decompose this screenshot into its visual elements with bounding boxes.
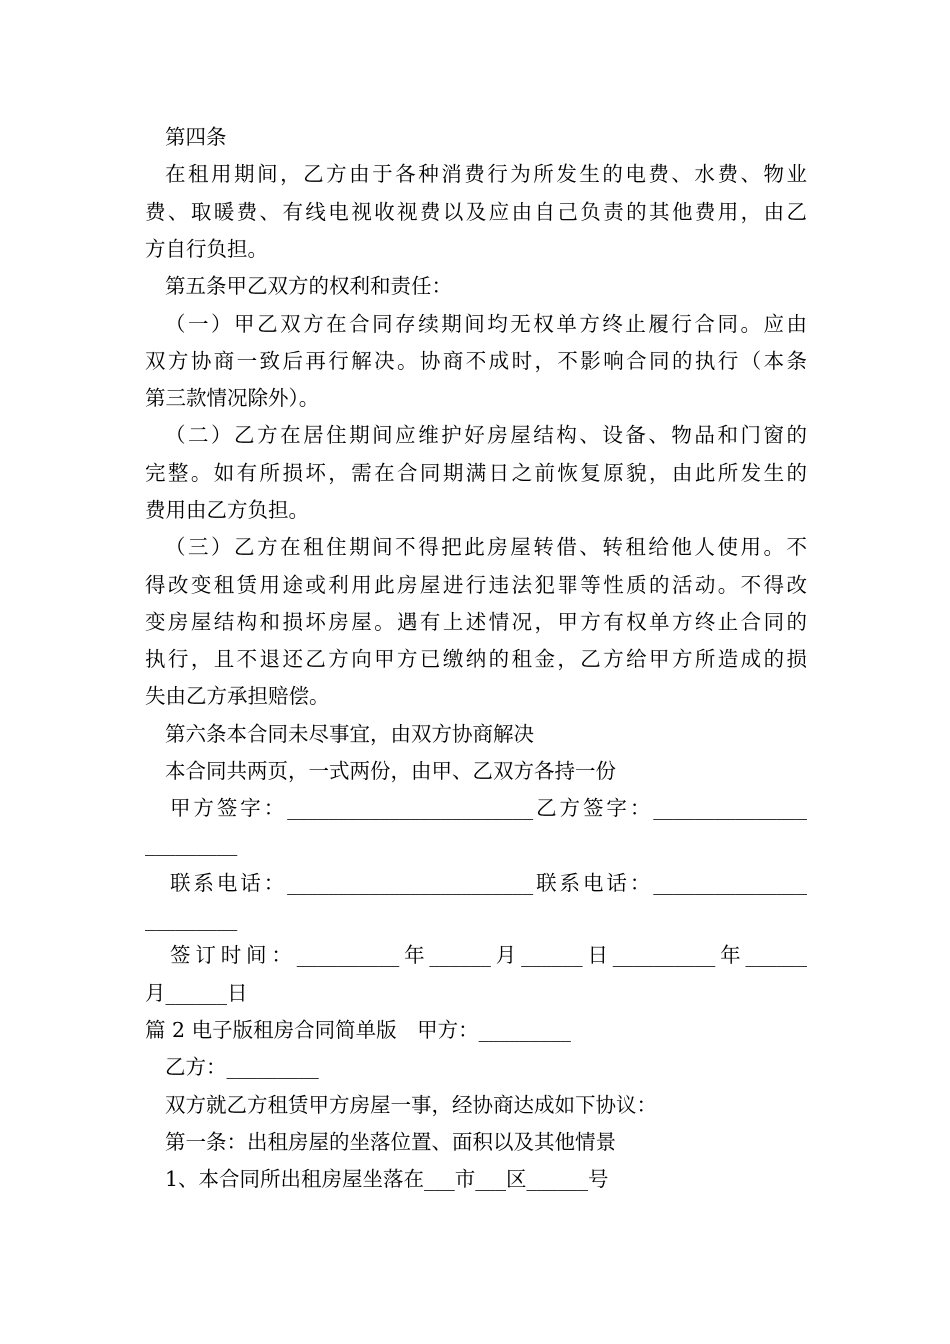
paragraph-line: （二）乙方在居住期间应维护好房屋结构、设备、物品和门窗的 (165, 423, 807, 447)
paragraph-line: 本合同共两页，一式两份，由甲、乙双方各持一份 (165, 759, 616, 783)
paragraph-line: 失由乙方承担赔偿。 (145, 684, 330, 708)
signature-line-continued: _________ (145, 832, 238, 856)
article-1-heading: 第一条：出租房屋的坐落位置、面积以及其他情景 (165, 1130, 616, 1154)
sign-date-line-continued: 月______日 (145, 981, 248, 1005)
paragraph-line: 双方就乙方租赁甲方房屋一事，经协商达成如下协议： (165, 1093, 657, 1117)
paragraph-line: 执行，且不退还乙方向甲方已缴纳的租金，乙方给甲方所造成的损 (145, 647, 807, 671)
paragraph-line: 完整。如有所损坏，需在合同期满日之前恢复原貌，由此所发生的 (145, 461, 807, 485)
paragraph-line: 双方协商一致后再行解决。协商不成时，不影响合同的执行（本条 (145, 349, 807, 373)
paragraph-line: 第三款情况除外）。 (145, 386, 320, 410)
phone-line: 联系电话：________________________联系电话：_______________ (170, 871, 807, 895)
sign-date-line: 签订时间：__________年______月______日__________年______ (170, 943, 807, 967)
paragraph-line: （三）乙方在租住期间不得把此房屋转借、转租给他人使用。不 (165, 535, 807, 559)
article-6-heading: 第六条本合同未尽事宜，由双方协商解决 (165, 722, 534, 746)
section-2-title: 篇 2 电子版租房合同简单版 甲方：_________ (145, 1018, 571, 1042)
signature-line: 甲方签字：________________________乙方签字：_______________ (170, 796, 807, 820)
paragraph-line: 变房屋结构和损坏房屋。遇有上述情况，甲方有权单方终止合同的 (145, 610, 807, 634)
party-b-line: 乙方：_________ (165, 1055, 319, 1079)
paragraph-line: 在租用期间，乙方由于各种消费行为所发生的电费、水费、物业 (165, 162, 807, 186)
paragraph-line: 费、取暖费、有线电视收视费以及应由自己负责的其他费用，由乙 (145, 200, 807, 224)
paragraph-line: 方自行负担。 (145, 237, 268, 261)
article-5-heading: 第五条甲乙双方的权利和责任： (165, 274, 452, 298)
paragraph-line: 1、本合同所出租房屋坐落在___市___区______号 (165, 1167, 609, 1191)
article-4-heading: 第四条 (165, 125, 227, 149)
paragraph-line: 得改变租赁用途或利用此房屋进行违法犯罪等性质的活动。不得改 (145, 573, 807, 597)
paragraph-line: （一）甲乙双方在合同存续期间均无权单方终止履行合同。应由 (165, 312, 807, 336)
phone-line-continued: _________ (145, 907, 238, 931)
paragraph-line: 费用由乙方负担。 (145, 498, 309, 522)
